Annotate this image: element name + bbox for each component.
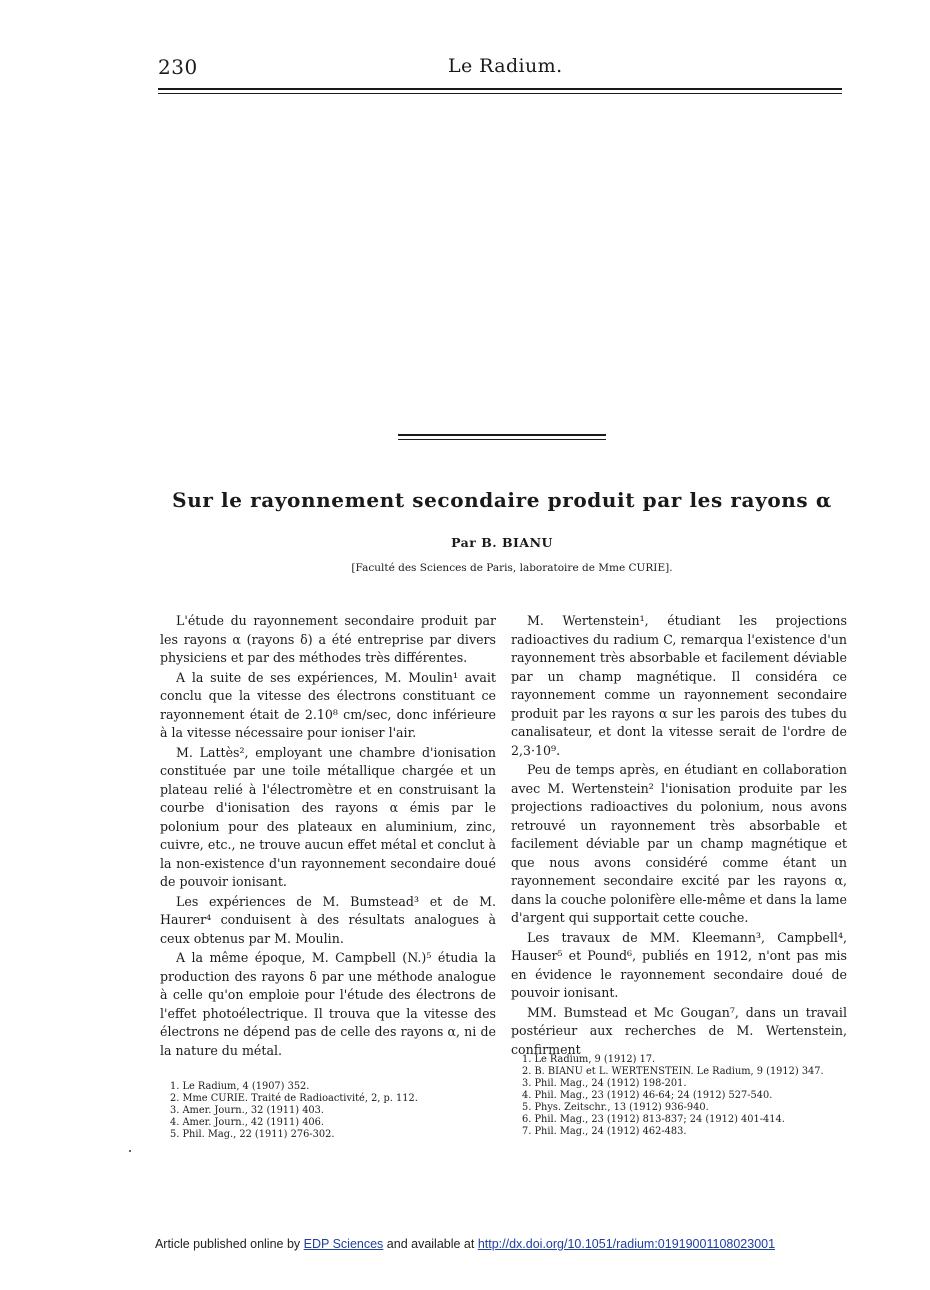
- paragraph: Les travaux de MM. Kleemann³, Campbell⁴, Hauser⁵ et Pound⁶, publiés en 1912, n'ont pas mis en évidence le rayonnement secondaire doué de pouvoir ionisant.: [511, 929, 847, 1000]
- page-number: 230: [158, 55, 198, 79]
- section-separator-rule-thin: [398, 439, 606, 440]
- paragraph: A la suite de ses expériences, M. Moulin¹ avait conclu que la vitesse des électrons constituant ce rayonnement était de 2.10⁸ cm/sec, donc inférieure à la vitesse nécessaire pour ioniser l'air.: [160, 669, 496, 740]
- right-column: [511, 612, 847, 1060]
- doi-link[interactable]: http://dx.doi.org/10.1051/radium:01919001108023001: [477, 1237, 776, 1251]
- footnote: 6. Phil. Mag., 23 (1912) 813-837; 24 (1912) 401-414.: [522, 1114, 785, 1125]
- paragraph: Les expériences de M. Bumstead³ et de M. Haurer⁴ conduisent à des résultats analogues à ceux obtenus par M. Moulin.: [160, 893, 496, 946]
- right-footnotes: [522, 1054, 858, 1138]
- paragraph: MM. Bumstead et Mc Gougan⁷, dans un travail postérieur aux recherches de M. Wertenstein, confirment: [511, 1004, 847, 1057]
- author-line: Par B. BIANU: [451, 535, 553, 550]
- publication-notice: [0, 1237, 930, 1251]
- left-column: [160, 612, 496, 1061]
- footnote: 5. Phil. Mag., 22 (1911) 276-302.: [170, 1129, 335, 1140]
- article-title: Sur le rayonnement secondaire produit par les rayons α: [172, 488, 832, 512]
- affiliation: [Faculté des Sciences de Paris, laboratoire de Mme CURIE].: [351, 562, 673, 574]
- paragraph: Peu de temps après, en étudiant en collaboration avec M. Wertenstein² l'ionisation produite par les projections radioactives du polonium, nous avons retrouvé un rayonnement très absorbable et facilement déviable par un champ magnétique et que nous avons considéré comme étant un rayonnement secondaire excité par les rayons α, dans la couche polonifère elle-même et dans la lame d'argent qui supportait cette couche.: [511, 762, 847, 925]
- paragraph: A la même époque, M. Campbell (N.)⁵ étudia la production des rayons δ par une méthode analogue à celle qu'on emploie pour l'étude des électrons de l'effet photoélectrique. Il trouva que la vitesse des électrons ne dépend pas de celle des rayons α, ni de la nature du métal.: [160, 950, 496, 1058]
- print-speck: [129, 1150, 131, 1152]
- header-rule: [158, 88, 842, 90]
- notice-prefix: Article published online by: [154, 1237, 304, 1251]
- paragraph: L'étude du rayonnement secondaire produit par les rayons α (rayons δ) a été entreprise par divers physiciens et par des méthodes très différentes.: [160, 613, 496, 665]
- footnote: 7. Phil. Mag., 24 (1912) 462-483.: [522, 1126, 687, 1137]
- footnote: 2. Mme CURIE. Traité de Radioactivité, 2, p. 112.: [170, 1093, 418, 1104]
- footnote: 1. Le Radium, 9 (1912) 17.: [522, 1054, 656, 1065]
- left-footnotes: [170, 1081, 506, 1141]
- footnote: 1. Le Radium, 4 (1907) 352.: [170, 1081, 310, 1092]
- publisher-link[interactable]: EDP Sciences: [303, 1237, 384, 1251]
- footnote: 2. B. BIANU et L. WERTENSTEIN. Le Radium, 9 (1912) 347.: [522, 1066, 824, 1077]
- running-head: [158, 55, 842, 83]
- section-separator-rule: [398, 434, 606, 436]
- footnote: 3. Phil. Mag., 24 (1912) 198-201.: [522, 1078, 687, 1089]
- footnote: 4. Phil. Mag., 23 (1912) 46-64; 24 (1912) 527-540.: [522, 1090, 773, 1101]
- journal-name: Le Radium.: [448, 55, 563, 77]
- paragraph: M. Wertenstein¹, étudiant les projections radioactives du radium C, remarqua l'existence d'un rayonnement très absorbable et facilement déviable par un champ magnétique. Il considéra ce rayonnement comme un rayonnement secondaire produit par les rayons α sur les parois des tubes du canalisateur, et dont la vitesse serait de l'ordre de 2,3·10⁹.: [511, 613, 847, 758]
- header-rule-thin: [158, 93, 842, 94]
- footnote: 3. Amer. Journ., 32 (1911) 403.: [170, 1105, 325, 1116]
- paragraph: M. Lattès², employant une chambre d'ionisation constituée par une toile métallique chargée et un plateau relié à l'électromètre et en construisant la courbe d'ionisation des rayons α émis par le polonium pour des plateaux en aluminium, zinc, cuivre, etc., ne trouve aucun effet métal et conclut à la non-existence d'un rayonnement secondaire doué de pouvoir ionisant.: [160, 744, 496, 889]
- footnote: 4. Amer. Journ., 42 (1911) 406.: [170, 1117, 325, 1128]
- footnote: 5. Phys. Zeitschr., 13 (1912) 936-940.: [522, 1102, 709, 1113]
- notice-middle: and available at: [383, 1237, 478, 1251]
